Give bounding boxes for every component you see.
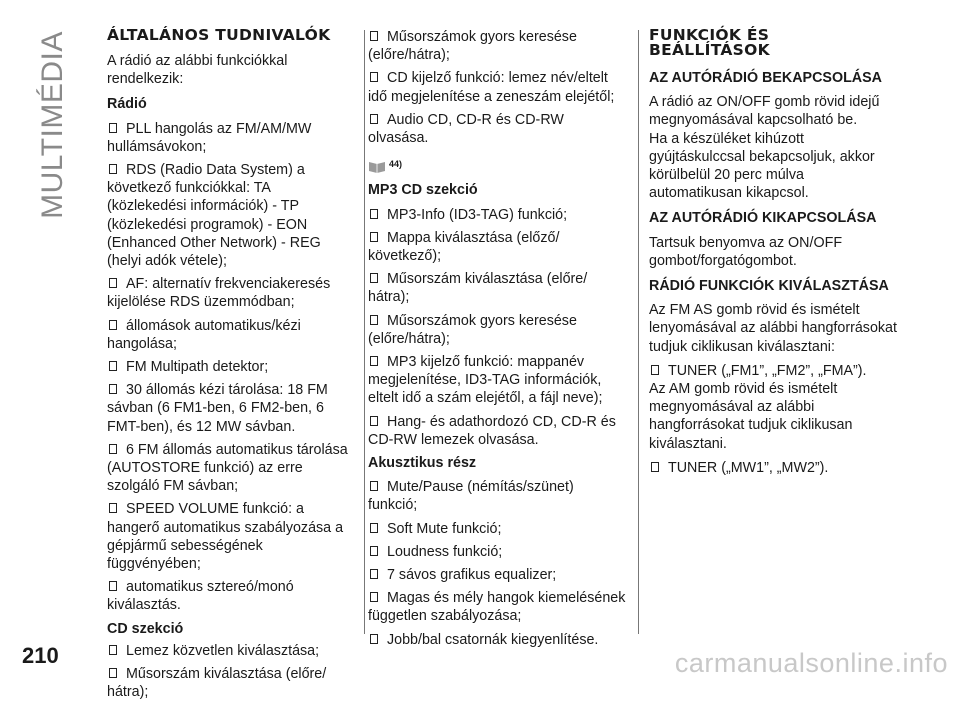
bullet-icon bbox=[370, 569, 378, 579]
mp3-feature-list bbox=[368, 206, 626, 449]
bullet-icon bbox=[109, 581, 117, 591]
bullet-icon bbox=[109, 123, 117, 133]
list-item: TUNER („MW1”, „MW2”). bbox=[649, 459, 899, 477]
bullet-icon bbox=[370, 31, 378, 41]
list-item: SPEED VOLUME funkció: a hangerő automatikus szabályozása a gépjármű sebességének függvényében; bbox=[107, 501, 344, 573]
bullet-icon bbox=[370, 209, 378, 219]
bullet-icon bbox=[370, 315, 378, 325]
list-item: Loudness funkció; bbox=[368, 543, 626, 561]
page-number: 210 bbox=[22, 643, 59, 668]
bullet-icon bbox=[370, 546, 378, 556]
column-cd-mp3 bbox=[368, 28, 626, 654]
list-item: 7 sávos grafikus equalizer; bbox=[368, 566, 626, 584]
bullet-icon bbox=[370, 592, 378, 602]
subhead-acoustic: Akusztikus rész bbox=[368, 455, 477, 472]
bullet-icon bbox=[370, 273, 378, 283]
bullet-icon bbox=[109, 361, 117, 371]
list-item: FM Multipath detektor; bbox=[107, 358, 352, 376]
list-item: állomások automatikus/kézi hangolása; bbox=[107, 317, 301, 352]
list-item: PLL hangolás az FM/AM/MW hullámsávokon; bbox=[107, 120, 312, 155]
column-divider bbox=[364, 30, 365, 634]
bullet-icon bbox=[109, 384, 117, 394]
bullet-icon bbox=[109, 668, 117, 678]
list-item: 6 FM állomás automatikus tárolása (AUTOSTORE funkció) az erre szolgáló FM sávban; bbox=[107, 441, 348, 495]
bullet-icon bbox=[109, 278, 117, 288]
column-divider bbox=[638, 30, 639, 634]
list-item: MP3 kijelző funkció: mappanév megjelenítése, ID3-TAG információk, eltelt idő a szám elejétől, a fájl neve); bbox=[368, 354, 603, 407]
list-item: Műsorszám kiválasztása (előre/ hátra); bbox=[368, 271, 588, 306]
note-reference bbox=[368, 155, 626, 173]
power-on-text: A rádió az ON/OFF gomb rövid idejű megnyomásával kapcsolható be. bbox=[649, 94, 880, 129]
acoustic-feature-list bbox=[368, 478, 626, 649]
list-item: CD kijelző funkció: lemez név/eltelt idő megjelenítése a zeneszám elejétől; bbox=[368, 70, 615, 105]
list-item: MP3-Info (ID3-TAG) funkció; bbox=[368, 206, 626, 224]
list-item: Mappa kiválasztása (előző/ következő); bbox=[368, 229, 560, 265]
list-item: automatikus sztereó/monó kiválasztás. bbox=[107, 579, 294, 614]
section-title-functions: FUNKCIÓK ÉS BEÁLLÍTÁSOK bbox=[649, 26, 770, 59]
cd-feature-list bbox=[107, 642, 352, 702]
bullet-icon bbox=[370, 481, 378, 491]
bullet-icon bbox=[651, 462, 659, 472]
cd-feature-list-continued bbox=[368, 28, 626, 147]
list-item: Audio CD, CD-R és CD-RW olvasása. bbox=[368, 111, 564, 147]
bullet-icon bbox=[370, 114, 378, 124]
fm-select-text: Az FM AS gomb rövid és ismételt lenyomásával az alábbi hangforrásokat tudjuk ciklikusan kiválasztani: bbox=[649, 302, 897, 355]
bullet-icon bbox=[109, 503, 117, 513]
list-item: TUNER („FM1”, „FM2”, „FMA”). bbox=[649, 362, 899, 380]
radio-feature-list bbox=[107, 120, 352, 615]
power-on-timeout-text: Ha a készüléket kihúzott gyújtáskulccsal bekapcsoljuk, akkor körülbelül 20 perc múlva automatikusan kikapcsol. bbox=[649, 130, 875, 202]
bullet-icon bbox=[109, 645, 117, 655]
list-item: Műsorszámok gyors keresése (előre/hátra); bbox=[368, 312, 577, 347]
list-item: AF: alternatív frekvenciakeresés kijelölése RDS üzemmódban; bbox=[107, 276, 331, 311]
subhead-power-on: AZ AUTÓRÁDIÓ BEKAPCSOLÁSA bbox=[649, 70, 882, 86]
am-select-text: Az AM gomb rövid és ismételt megnyomásával az alábbi hangforrásokat tudjuk ciklikusan kiválasztani. bbox=[649, 381, 853, 452]
list-item: Műsorszámok gyors keresése (előre/hátra); bbox=[368, 29, 577, 64]
bullet-icon bbox=[370, 416, 378, 426]
bullet-icon bbox=[370, 523, 378, 533]
list-item: Jobb/bal csatornák kiegyenlítése. bbox=[368, 631, 626, 649]
book-note-icon bbox=[368, 159, 386, 173]
bullet-icon bbox=[109, 444, 117, 454]
column-functions bbox=[649, 28, 899, 482]
subhead-radio: Rádió bbox=[107, 96, 147, 113]
column-general-info bbox=[107, 28, 352, 707]
section-title-general: ÁLTALÁNOS TUDNIVALÓK bbox=[107, 26, 331, 44]
list-item: 30 állomás kézi tárolása: 18 FM sávban (6 FM1-ben, 6 FM2-ben, 6 FMT-ben), és 12 MW sávban. bbox=[107, 382, 328, 435]
list-item: Műsorszám kiválasztása (előre/ hátra); bbox=[107, 666, 327, 701]
note-number: 44) bbox=[389, 159, 403, 170]
power-off-text: Tartsuk benyomva az ON/OFF gombot/forgatógombot. bbox=[649, 234, 843, 269]
intro-text: A rádió az alábbi funkciókkal rendelkezik: bbox=[107, 53, 288, 88]
subhead-mp3: MP3 CD szekció bbox=[368, 182, 478, 199]
list-item: Hang- és adathordozó CD, CD-R és CD-RW lemezek olvasása. bbox=[368, 413, 616, 448]
bullet-icon bbox=[651, 365, 659, 375]
bullet-icon bbox=[109, 320, 117, 330]
bullet-icon bbox=[370, 634, 378, 644]
list-item: Mute/Pause (némítás/szünet) funkció; bbox=[368, 479, 574, 514]
subhead-power-off: AZ AUTÓRÁDIÓ KIKAPCSOLÁSA bbox=[649, 210, 877, 227]
subhead-radio-select: RÁDIÓ FUNKCIÓK KIVÁLASZTÁSA bbox=[649, 278, 889, 295]
list-item: Magas és mély hangok kiemelésének független szabályozása; bbox=[368, 590, 626, 625]
watermark: carmanualsonline.info bbox=[674, 648, 948, 678]
bullet-icon bbox=[370, 232, 378, 242]
list-item: Lemez közvetlen kiválasztása; bbox=[107, 642, 352, 660]
section-side-label: MULTIMÉDIA bbox=[36, 31, 70, 219]
list-item: RDS (Radio Data System) a következő funkciókkal: TA (közlekedési információk) - TP (közlekedési programok) - EON (Enhanced Other Network) - REG (helyi adók vétele); bbox=[107, 162, 321, 270]
bullet-icon bbox=[370, 356, 378, 366]
bullet-icon bbox=[370, 72, 378, 82]
bullet-icon bbox=[109, 164, 117, 174]
list-item: Soft Mute funkció; bbox=[368, 520, 626, 538]
subhead-cd: CD szekció bbox=[107, 620, 184, 637]
